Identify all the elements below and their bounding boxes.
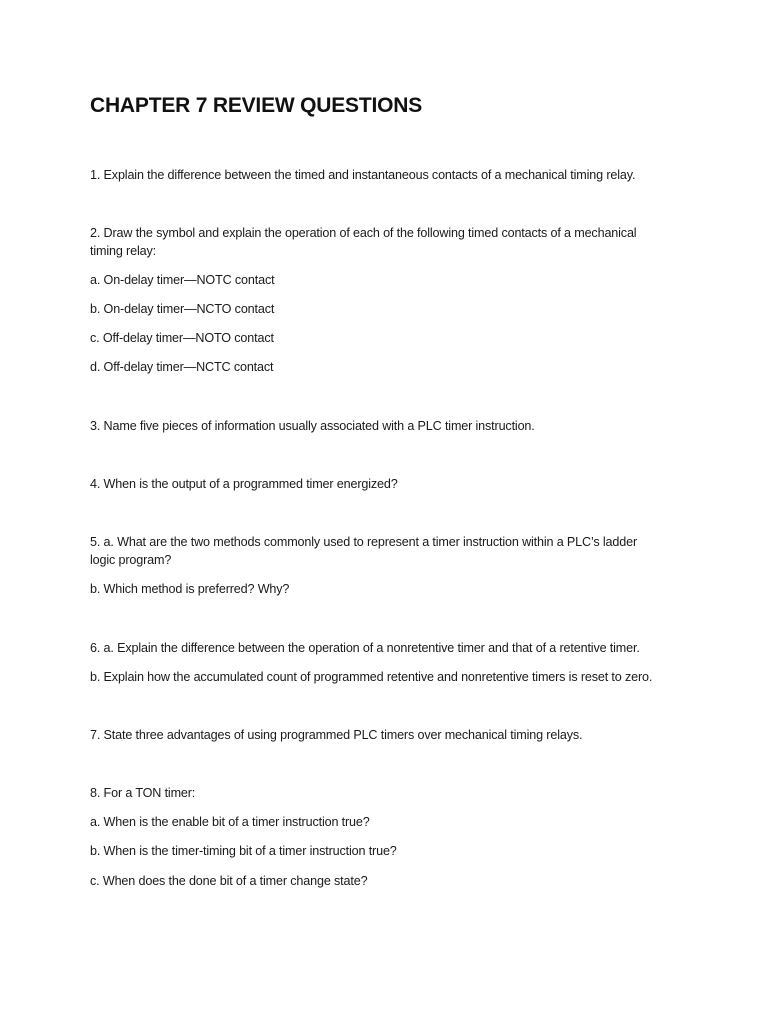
question-2-item-d: d. Off-delay timer—NCTC contact: [90, 360, 274, 374]
question-6b: b. Explain how the accumulated count of programmed retentive and nonretentive timers is reset to zero.: [90, 670, 653, 684]
question-8: 8. For a TON timer:: [90, 786, 196, 800]
question-5b: b. Which method is preferred? Why?: [90, 582, 290, 596]
question-5a: 5. a. What are the two methods commonly used to represent a timer instruction within a PLC’s ladder: [90, 535, 638, 549]
page-title: CHAPTER 7 REVIEW QUESTIONS: [90, 94, 423, 117]
question-3: 3. Name five pieces of information usually associated with a PLC timer instruction.: [90, 419, 535, 433]
question-2-item-a: a. On-delay timer—NOTC contact: [90, 273, 275, 287]
question-7: 7. State three advantages of using programmed PLC timers over mechanical timing relays.: [90, 728, 583, 742]
question-4: 4. When is the output of a programmed timer energized?: [90, 477, 398, 491]
question-5a-continued: logic program?: [90, 553, 172, 567]
question-6a: 6. a. Explain the difference between the operation of a nonretentive timer and that of a retentive timer.: [90, 641, 640, 655]
question-2-item-c: c. Off-delay timer—NOTO contact: [90, 331, 274, 345]
question-8-item-b: b. When is the timer-timing bit of a timer instruction true?: [90, 844, 397, 858]
question-1: 1. Explain the difference between the timed and instantaneous contacts of a mechanical timing relay.: [90, 168, 636, 182]
question-2-continued: timing relay:: [90, 244, 156, 258]
question-2-item-b: b. On-delay timer—NCTO contact: [90, 302, 275, 316]
question-8-item-c: c. When does the done bit of a timer change state?: [90, 874, 368, 888]
question-2: 2. Draw the symbol and explain the operation of each of the following timed contacts of a mechanical: [90, 226, 637, 240]
question-8-item-a: a. When is the enable bit of a timer instruction true?: [90, 815, 370, 829]
